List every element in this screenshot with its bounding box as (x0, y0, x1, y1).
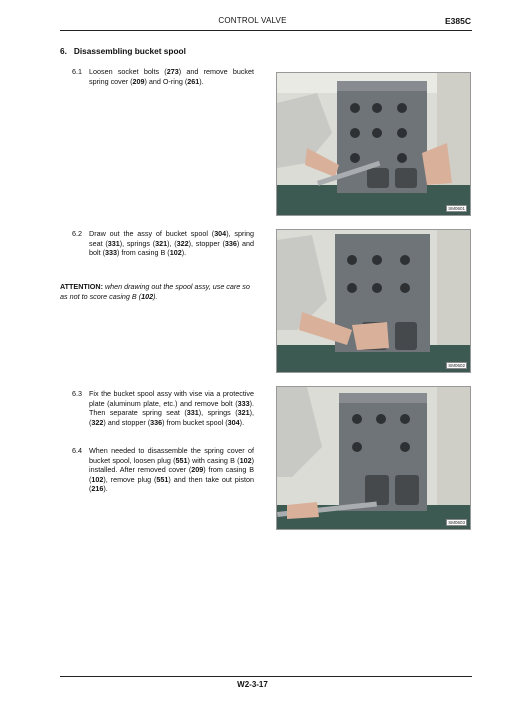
section-number: 6. (60, 46, 67, 56)
attention-part (141, 292, 153, 301)
header-model: E385C (445, 16, 471, 26)
header-rule (60, 30, 472, 31)
header-title: CONTROL VALVE (218, 16, 287, 25)
photo-vise-disassembly (276, 386, 471, 530)
step-6-3 (72, 389, 254, 427)
step-text: Fix the bucket spool assy with vise via a protective plate (aluminum plate, etc.) and remove bolt (333). Then separate spring seat (331), springs (321), (322) and stopper (336) from bucket spool (304). (89, 389, 254, 427)
footer-rule (60, 676, 472, 677)
step-6-1 (72, 67, 254, 86)
part-number: 322 (176, 238, 189, 248)
step-number: 6.2 (72, 229, 82, 238)
attention-text-run: when drawing out the spool assy, use care so as not to score casing B ( (60, 282, 250, 301)
part-number: 551 (175, 455, 188, 465)
attention-text-run: ). (153, 291, 158, 301)
step-text: Draw out the assy of bucket spool (304), spring seat (331), springs (321), (322), stopper (336) and bolt (333) from casing B (102). (89, 229, 254, 258)
photo-illustration (277, 73, 470, 215)
photo-remove-spring-cover (276, 72, 471, 216)
part-number: 333 (237, 398, 250, 408)
part-number: 102 (239, 455, 252, 465)
part-number: 102 (169, 248, 182, 258)
photo-caption: SM0602 (448, 363, 465, 368)
photo-caption: SM0603 (448, 520, 465, 525)
step-6-2 (72, 229, 254, 258)
part-number: 102 (141, 291, 154, 301)
part-number: 216 (91, 484, 104, 494)
attention-note (60, 282, 256, 301)
part-number: 304 (227, 417, 240, 427)
section-heading (60, 46, 186, 56)
page-number: W2-3-17 (237, 680, 268, 689)
step-number: 6.1 (72, 67, 82, 76)
section-title: Disassembling bucket spool (73, 46, 186, 56)
photo-illustration (277, 387, 470, 529)
part-number: 322 (91, 417, 104, 427)
step-text: Loosen socket bolts (273) and remove bucket spring cover (209) and O-ring (261). (89, 67, 254, 86)
step-6-4 (72, 446, 254, 494)
part-number: 331 (107, 238, 120, 248)
part-number: 331 (186, 408, 199, 418)
photo-draw-out-spool (276, 229, 471, 373)
photo-illustration (277, 230, 470, 372)
part-number: 261 (187, 76, 200, 86)
part-number: 273 (166, 67, 179, 76)
part-number: 321 (237, 408, 250, 418)
part-number: 304 (214, 229, 227, 238)
attention-label: ATTENTION: (60, 282, 103, 291)
part-number: 209 (191, 465, 204, 475)
part-number: 551 (156, 474, 169, 484)
part-number: 321 (155, 238, 168, 248)
part-number: 209 (132, 76, 145, 86)
step-number: 6.4 (72, 446, 82, 455)
part-number: 336 (150, 417, 163, 427)
photo-caption: SM0601 (448, 206, 465, 211)
step-number: 6.3 (72, 389, 82, 398)
part-number: 336 (224, 238, 237, 248)
part-number: 102 (91, 474, 104, 484)
part-number: 333 (104, 248, 117, 258)
step-text: When needed to disassemble the spring cover of bucket spool, loosen plug (551) with casing B (102) installed. After removed cover (209) from casing B (102), remove plug (551) and then take out piston (216). (89, 446, 254, 494)
